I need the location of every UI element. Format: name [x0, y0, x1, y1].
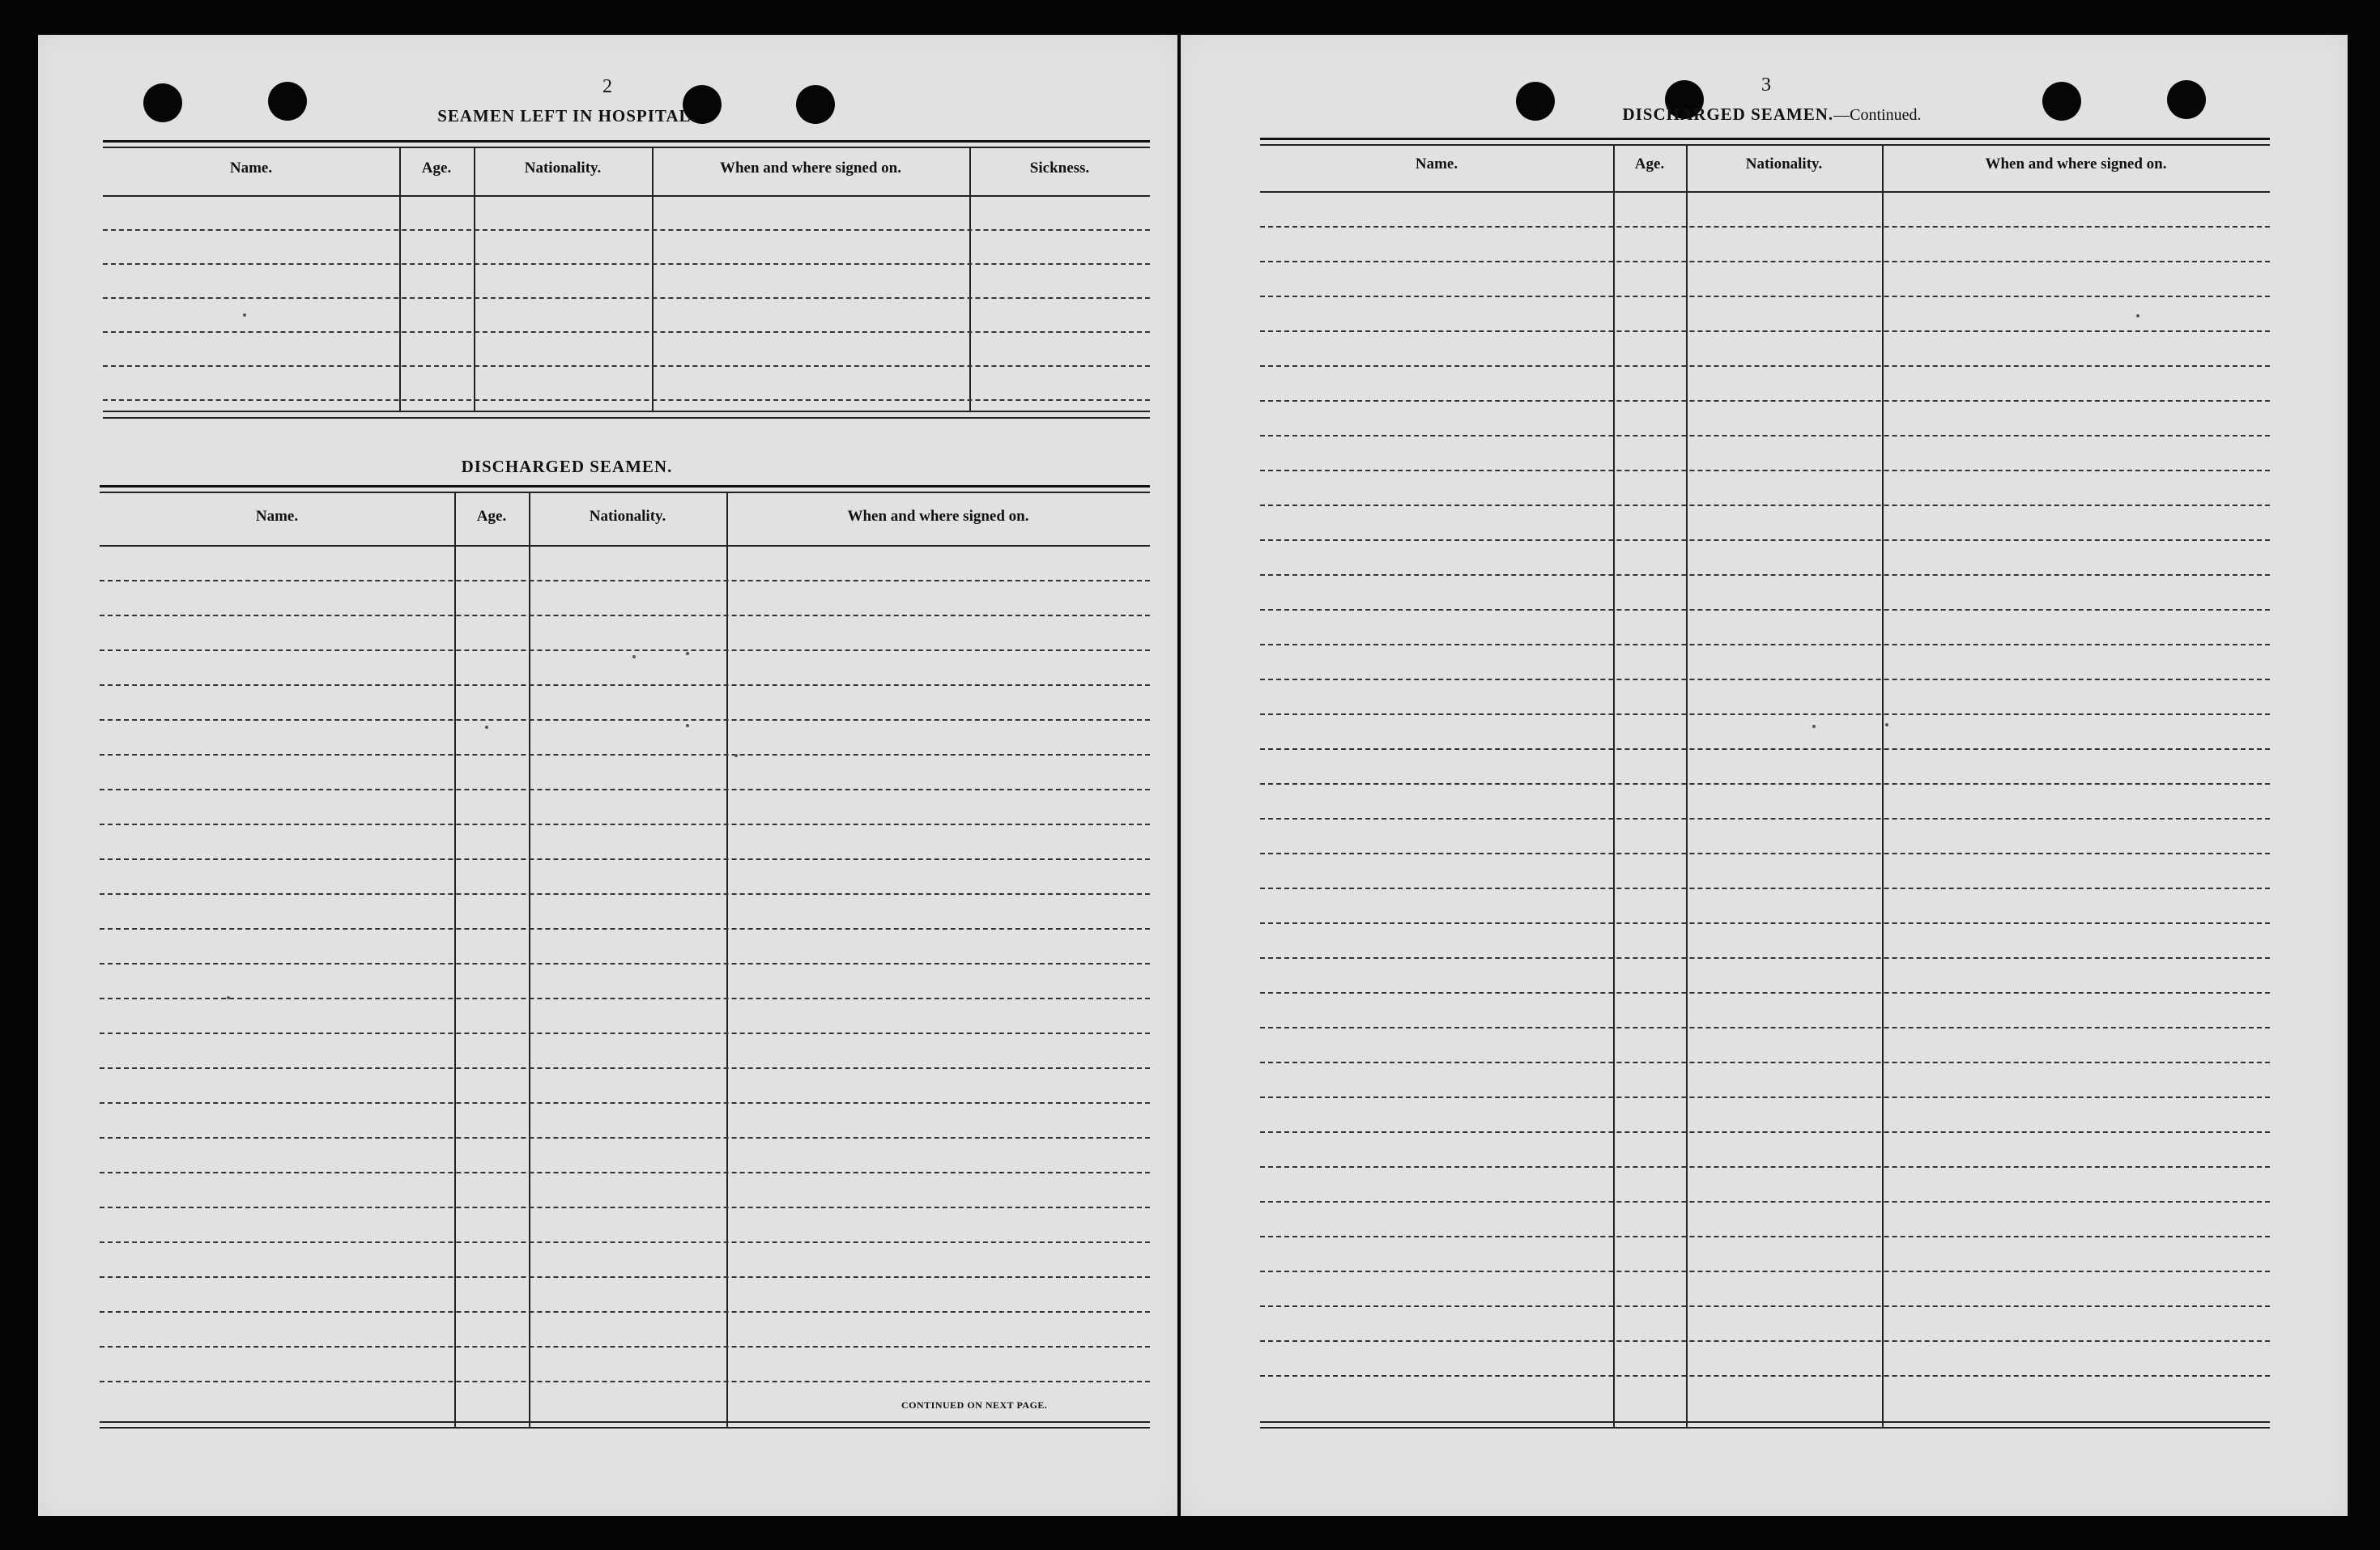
column-header-name: Name. [1415, 155, 1458, 172]
column-header-signed-on: When and where signed on. [847, 508, 1029, 525]
punch-hole [268, 82, 307, 121]
column-header-nationality: Nationality. [589, 508, 666, 525]
discharged-continued-title-main: DISCHARGED SEAMEN. [1622, 104, 1834, 124]
page-number: 3 [1761, 75, 1771, 96]
page-number: 2 [602, 76, 612, 97]
continued-note: CONTINUED ON NEXT PAGE. [901, 1399, 1048, 1411]
punch-hole [796, 85, 835, 124]
discharged-continued-title [1602, 104, 1942, 125]
punch-hole [1516, 82, 1555, 121]
punch-hole [143, 83, 182, 122]
column-header-signed-on: When and where signed on. [719, 160, 901, 177]
column-header-name: Name. [229, 160, 273, 177]
column-header-age: Age. [476, 508, 507, 525]
punch-hole [2167, 80, 2206, 119]
discharged-table [100, 485, 1150, 1433]
right-page [1181, 35, 2348, 1516]
column-header-name: Name. [255, 508, 299, 525]
column-header-signed-on: When and where signed on. [1985, 155, 2167, 172]
left-page [38, 35, 1177, 1516]
punch-hole [2042, 82, 2081, 121]
column-header-age: Age. [1634, 155, 1665, 172]
column-header-nationality: Nationality. [1745, 155, 1823, 172]
column-header-age: Age. [421, 160, 452, 177]
discharged-continued-title-suffix: —Continued. [1833, 106, 1922, 124]
column-header-nationality: Nationality. [524, 160, 602, 177]
hospital-table [103, 140, 1150, 448]
hospital-section-title: SEAMEN LEFT IN HOSPITAL. [437, 106, 696, 126]
column-header-sickness: Sickness. [1029, 160, 1090, 177]
discharged-section-title: DISCHARGED SEAMEN. [461, 457, 673, 476]
discharged-continued-table [1260, 138, 2270, 1433]
